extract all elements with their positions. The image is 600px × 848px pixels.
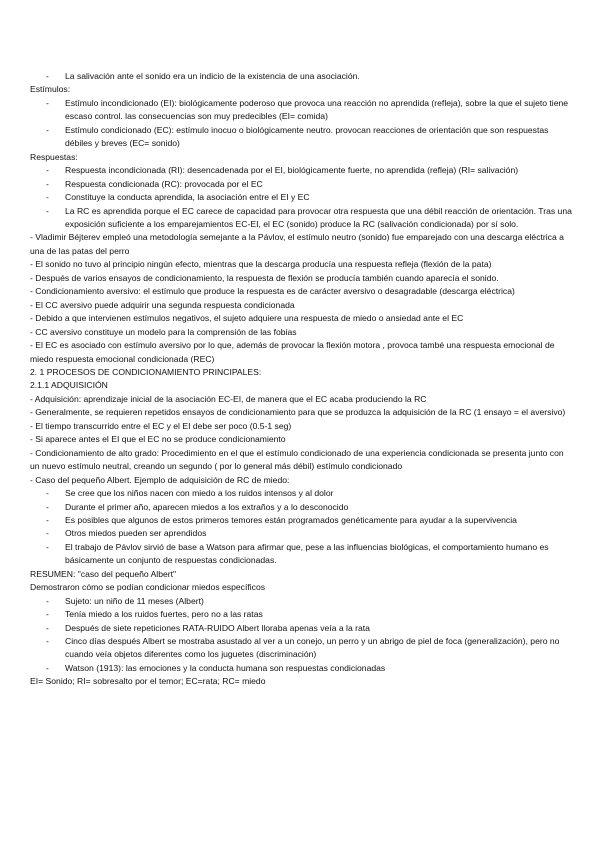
line-text: Tenía miedo a los ruidos fuertes, pero no a las ratas bbox=[65, 609, 263, 620]
line-text: Watson (1913): las emociones y la conducta humana son respuestas condicionadas bbox=[65, 662, 386, 673]
line-text: - El tiempo transcurrido entre el EC y el EI debe ser poco (0.5-1 seg) bbox=[30, 420, 292, 431]
bullet-item bbox=[30, 608, 575, 621]
bullet-dash: - bbox=[46, 528, 49, 539]
line-text: - Adquisición: aprendizaje inicial de la asociación EC-EI, de manera que el EC acaba produciendo la RC bbox=[30, 393, 427, 404]
text-line bbox=[30, 474, 575, 487]
bullet-item bbox=[30, 124, 575, 151]
line-text: - Vladimir Béjterev empleó una metodología semejante a la Pávlov, el estímulo neutro (sonido) fue emparejado con una descarga eléctrica a una de las patas del perro bbox=[30, 232, 564, 256]
line-text: - Generalmente, se requieren repetidos ensayos de condicionamiento para que se produzca la adquisición de la RC (1 ensayo = el aversivo) bbox=[30, 407, 566, 418]
line-text: Estímulos: bbox=[30, 84, 71, 95]
line-text: - CC aversivo constituye un modelo para la comprensión de las fobias bbox=[30, 326, 297, 337]
bullet-item bbox=[30, 487, 575, 500]
bullet-item bbox=[30, 205, 575, 232]
bullet-item bbox=[30, 178, 575, 191]
text-line bbox=[30, 83, 575, 96]
line-text: - El EC es asociado con estímulo aversivo por lo que, además de provocar la flexión motora , provoca també una respuesta emocional de miedo respuesta emocional condicionada (REC) bbox=[30, 340, 555, 364]
bullet-item bbox=[30, 191, 575, 204]
bullet-item bbox=[30, 164, 575, 177]
line-text: RESUMEN: "caso del pequeño Albert" bbox=[30, 568, 177, 579]
bullet-dash: - bbox=[46, 192, 49, 203]
bullet-dash: - bbox=[46, 124, 49, 135]
bullet-dash: - bbox=[46, 501, 49, 512]
bullet-dash: - bbox=[46, 622, 49, 633]
line-text: La RC es aprendida porque el EC carece de capacidad para provocar otra respuesta que una débil reacción de orientación. Tras una exposición suficiente a los emparejamientos EC-EI, el EC (sonido) produce la RC (salivación condicionada) por sí solo. bbox=[65, 205, 572, 229]
text-line bbox=[30, 406, 575, 419]
text-line bbox=[30, 581, 575, 594]
bullet-item bbox=[30, 595, 575, 608]
line-text: 2. 1 PROCESOS DE CONDICIONAMIENTO PRINCIPALES: bbox=[30, 366, 262, 377]
bullet-dash: - bbox=[46, 488, 49, 499]
text-line bbox=[30, 312, 575, 325]
line-text: Estímulo condicionado (EC): estímulo inocuo o biológicamente neutro. provocan reacciones de orientación que son respuestas débiles y breves (EC= sonido) bbox=[65, 124, 549, 149]
line-text: - El CC aversivo puede adquirir una segunda respuesta condicionada bbox=[30, 299, 295, 310]
text-line bbox=[30, 366, 575, 379]
text-line bbox=[30, 433, 575, 446]
bullet-dash: - bbox=[46, 541, 49, 552]
line-text: EI= Sonido; RI= sobresalto por el temor; EC=rata; RC= miedo bbox=[30, 676, 266, 687]
line-text: La salivación ante el sonido era un indicio de la existencia de una asociación. bbox=[65, 71, 360, 81]
line-text: Se cree que los niños nacen con miedo a los ruidos intensos y al dolor bbox=[65, 488, 334, 499]
line-text: Otros miedos pueden ser aprendidos bbox=[65, 528, 207, 539]
text-line bbox=[30, 447, 575, 474]
text-line bbox=[30, 339, 575, 366]
line-text: Estímulo incondicionado (EI): biológicamente poderoso que provoca una reacción no aprendida (refleja), sobre la que el sujeto tiene escaso control. las consecuencias son muy predecibles (EI= comida) bbox=[65, 97, 569, 122]
bullet-item bbox=[30, 541, 575, 568]
bullet-item bbox=[30, 97, 575, 124]
line-text: Cinco días después Albert se mostraba asustado al ver a un conejo, un perro y un abrigo de piel de foca (generalización), pero no cuando veía objetos diferentes como los juguetes (discriminación) bbox=[65, 636, 560, 660]
text-line bbox=[30, 326, 575, 339]
text-line bbox=[30, 379, 575, 392]
line-text: Respuesta incondicionada (RI): desencadenada por el EI, biológicamente fuerte, no aprendida (refleja) (RI= salivación) bbox=[65, 165, 519, 176]
text-line bbox=[30, 393, 575, 406]
bullet-dash: - bbox=[46, 165, 49, 176]
bullet-item bbox=[30, 622, 575, 635]
line-text: Respuestas: bbox=[30, 151, 78, 162]
text-line bbox=[30, 258, 575, 271]
line-text: Respuesta condicionada (RC): provocada por el EC bbox=[65, 178, 263, 189]
text-line bbox=[30, 568, 575, 581]
bullet-dash: - bbox=[46, 178, 49, 189]
line-text: - Caso del pequeño Albert. Ejemplo de adquisición de RC de miedo: bbox=[30, 474, 290, 485]
line-text: Después de siete repeticiones RATA-RUIDO Albert lloraba apenas veía a la rata bbox=[65, 622, 370, 633]
bullet-dash: - bbox=[46, 97, 49, 108]
line-text: Sujeto: un niño de 11 meses (Albert) bbox=[65, 595, 204, 606]
line-text: Constituye la conducta aprendida, la asociación entre el EI y EC bbox=[65, 192, 310, 203]
line-text: - Condicionamiento aversivo: el estímulo que produce la respuesta es de carácter aversivo o desagradable (descarga eléctrica) bbox=[30, 286, 515, 297]
line-text: El trabajo de Pávlov sirvió de base a Watson para afirmar que, pese a las influencias biológicas, el comportamiento humano es básicamente un conjunto de respuestas condicionadas. bbox=[65, 541, 549, 566]
line-text: - El sonido no tuvo al principio ningún efecto, mientras que la descarga producía una respuesta refleja (flexión de la pata) bbox=[30, 259, 492, 270]
bullet-item bbox=[30, 501, 575, 514]
text-line bbox=[30, 420, 575, 433]
text-line bbox=[30, 299, 575, 312]
line-text: - Después de varios ensayos de condicionamiento, la respuesta de flexión se producía también cuando aparecía el sonido. bbox=[30, 272, 499, 283]
bullet-item bbox=[30, 527, 575, 540]
text-line bbox=[30, 675, 575, 688]
bullet-dash: - bbox=[46, 205, 49, 216]
bullet-item bbox=[30, 662, 575, 675]
bullet-dash: - bbox=[46, 71, 49, 81]
text-line bbox=[30, 285, 575, 298]
bullet-dash: - bbox=[46, 636, 49, 647]
bullet-item bbox=[30, 635, 575, 662]
bullet-dash: - bbox=[46, 609, 49, 620]
text-line bbox=[30, 231, 575, 258]
text-line bbox=[30, 151, 575, 164]
document-body bbox=[30, 70, 575, 689]
bullet-item bbox=[30, 514, 575, 527]
bullet-dash: - bbox=[46, 662, 49, 673]
line-text: - Debido a que intervienen estímulos negativos, el sujeto adquiere una respuesta de miedo o ansiedad ante el EC bbox=[30, 313, 464, 324]
line-text: 2.1.1 ADQUISICIÓN bbox=[30, 380, 108, 391]
line-text: - Condicionamiento de alto grado: Procedimiento en el que el estímulo condicionado de una experiencia condicionada se presenta junto con un nuevo estímulo neutral, creando un segundo ( por lo general más débil) estímulo condicionado bbox=[30, 447, 564, 472]
text-line bbox=[30, 272, 575, 285]
bullet-dash: - bbox=[46, 514, 49, 525]
bullet-item bbox=[30, 70, 575, 83]
line-text: Durante el primer año, aparecen miedos a los extraños y a lo desconocido bbox=[65, 501, 349, 512]
line-text: Demostraron cómo se podían condicionar miedos específicos bbox=[30, 582, 266, 593]
bullet-dash: - bbox=[46, 595, 49, 606]
line-text: Es posibles que algunos de estos primeros temores están programados genéticamente para ayudar a la supervivencia bbox=[65, 514, 517, 525]
line-text: - Si aparece antes el EI que el EC no se produce condicionamiento bbox=[30, 434, 286, 445]
